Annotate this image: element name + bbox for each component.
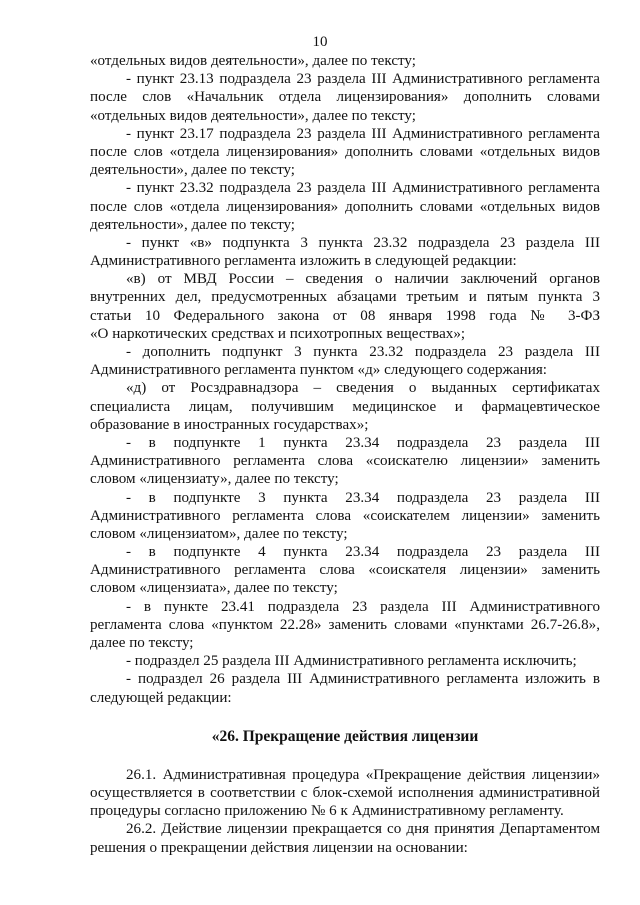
text-line: - в пункте 23.41 подраздела 23 раздела III Административного (126, 598, 600, 615)
paragraph (90, 179, 600, 234)
text-line: статьи 10 Федерального закона от 08 января 1998 года № 3-ФЗ (90, 307, 600, 324)
text-line: процедуры согласно приложению № 6 к Административному регламенту. (90, 803, 564, 820)
paragraph (90, 234, 600, 270)
text-line: деятельности», далее по тексту; (90, 216, 296, 233)
text-line: специалиста лицам, получившим медицинское и фармацевтическое (90, 398, 600, 415)
text-line: - в подпункте 3 пункта 23.34 подраздела 23 раздела III (126, 489, 600, 506)
text-line: - пункт 23.17 подраздела 23 раздела III Административного регламента (126, 125, 600, 142)
paragraph (90, 52, 600, 70)
text-line: после слов «отдела лицензирования» дополнить словами «отдельных видов (90, 143, 600, 160)
text-line: «О наркотических средствах и психотропных веществах»; (90, 325, 466, 342)
text-line: «отдельных видов деятельности», далее по тексту; (90, 107, 416, 124)
text-line: - пункт «в» подпункта 3 пункта 23.32 подраздела 23 раздела III (126, 234, 600, 251)
paragraph (90, 489, 600, 544)
text-line: решения о прекращении действия лицензии на основании: (90, 839, 468, 856)
paragraph (90, 270, 600, 343)
paragraph (90, 543, 600, 598)
text-line: регламента слова «пунктом 22.28» заменить словами «пунктами 26.7-26.8», (90, 616, 600, 633)
text-line: после слов «отдела лицензирования» дополнить словами «отдельных видов (90, 198, 600, 215)
text-line: «д) от Росздравнадзора – сведения о выданных сертификатах (126, 380, 600, 397)
paragraph (90, 125, 600, 180)
paragraph (90, 820, 600, 856)
text-line: - пункт 23.32 подраздела 23 раздела III Административного регламента (126, 180, 600, 197)
text-line: деятельности», далее по тексту; (90, 162, 296, 179)
paragraph (90, 766, 600, 821)
text-line: - подраздел 25 раздела III Административного регламента исключить; (126, 653, 577, 670)
text-line: Административного регламента слова «соискателя лицензии» заменить (90, 562, 600, 579)
paragraph (90, 343, 600, 379)
text-line: Административного регламента изложить в следующей редакции: (90, 253, 517, 270)
text-line: Административного регламента слова «соискателю лицензии» заменить (90, 453, 600, 470)
paragraph (90, 434, 600, 489)
text-line: 26.2. Действие лицензии прекращается со дня принятия Департаментом (126, 821, 600, 838)
document-body (90, 52, 600, 857)
spacer (90, 707, 600, 727)
page-number: 10 (312, 34, 328, 50)
text-line: - в подпункте 4 пункта 23.34 подраздела 23 раздела III (126, 544, 600, 561)
text-line: далее по тексту; (90, 635, 194, 651)
text-line: внутренних дел, предусмотренных абзацами третьим и пятым пункта 3 (90, 289, 600, 306)
text-line: - дополнить подпункт 3 пункта 23.32 подраздела 23 раздела III (126, 344, 600, 360)
section-heading: «26. Прекращение действия лицензии (211, 727, 479, 745)
paragraph (90, 670, 600, 706)
paragraph (90, 598, 600, 653)
paragraph (90, 379, 600, 434)
text-line: - в подпункте 1 пункта 23.34 подраздела 23 раздела III (126, 434, 600, 451)
text-line: словом «лицензиату», далее по тексту; (90, 471, 339, 488)
text-line: 26.1. Административная процедура «Прекращение действия лицензии» (126, 766, 600, 783)
text-line: «в) от МВД России – сведения о наличии заключений органов (126, 271, 600, 288)
paragraph (90, 70, 600, 125)
text-line: осуществляется в соответствии с блок-схемой исполнения административной (90, 784, 600, 801)
spacer (90, 746, 600, 766)
text-line: «отдельных видов деятельности», далее по тексту; (90, 53, 416, 69)
text-line: Административного регламента пунктом «д» следующего содержания: (90, 362, 547, 379)
text-line: - подраздел 26 раздела III Административного регламента изложить в (126, 671, 600, 688)
text-line: после слов «Начальник отдела лицензирования» дополнить словами (90, 89, 600, 106)
paragraph (90, 652, 600, 670)
text-line: - пункт 23.13 подраздела 23 раздела III Административного регламента (126, 71, 600, 88)
text-line: образование в иностранных государствах»; (90, 416, 369, 433)
text-line: Административного регламента слова «соискателем лицензии» заменить (90, 507, 600, 524)
text-line: следующей редакции: (90, 689, 232, 706)
text-line: словом «лицензиатом», далее по тексту; (90, 525, 348, 542)
text-line: словом «лицензиата», далее по тексту; (90, 580, 338, 597)
